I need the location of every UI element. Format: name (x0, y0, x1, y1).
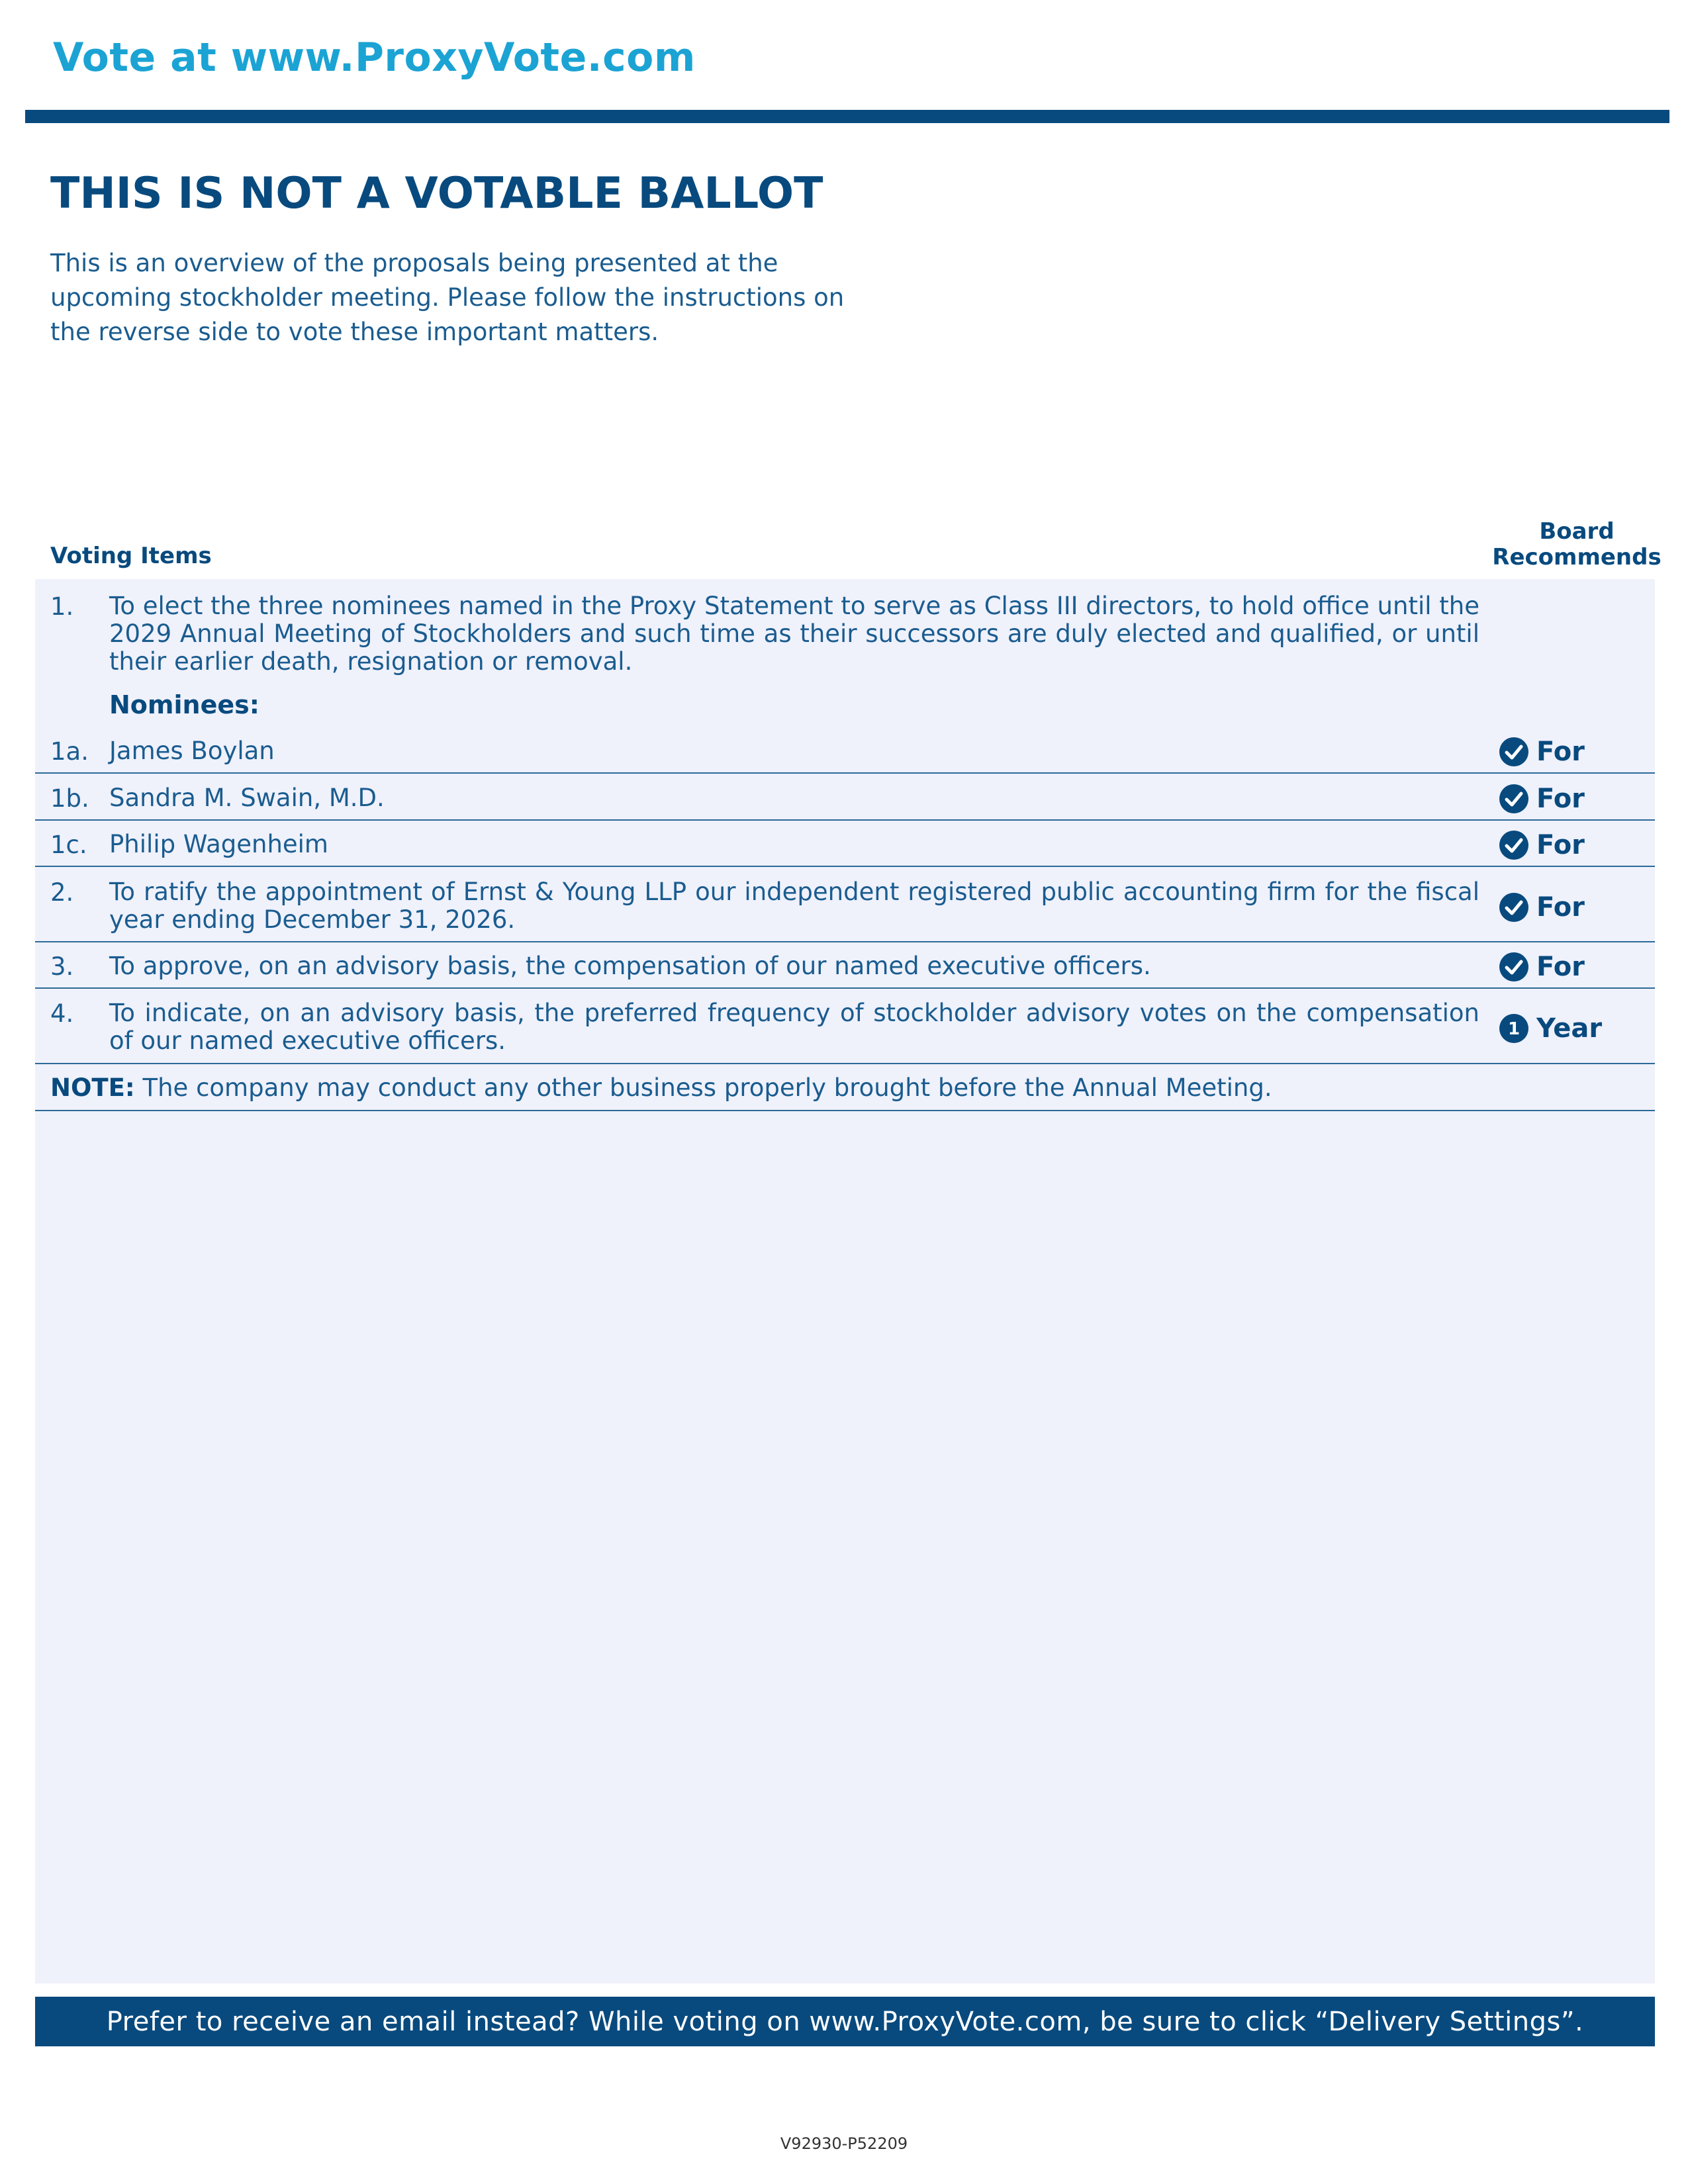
check-circle-icon (1499, 784, 1528, 813)
board-header-line2: Recommends (1492, 544, 1662, 570)
board-header-line1: Board (1539, 518, 1615, 545)
nominees-label: Nominees: (109, 690, 259, 719)
footer-text: Prefer to receive an email instead? While voting on www.ProxyVote.com, be sure to click “Delivery Settings”. (106, 2006, 1584, 2037)
row-text: To approve, on an advisory basis, the compensation of our named executive officers. (109, 952, 1151, 980)
board-recommendation (1499, 829, 1585, 861)
intro-text: This is an overview of the proposals being presented at the upcoming stockholder meeting. Please follow the instructions on the reverse side to vote these important matters. (50, 249, 845, 346)
note-label: NOTE: (50, 1073, 135, 1102)
check-circle-icon (1499, 737, 1528, 766)
row-number: 4. (50, 999, 74, 1028)
board-recommendation (1499, 891, 1585, 923)
row-number: 2. (50, 878, 74, 907)
recommendation-label: For (1536, 952, 1585, 982)
item-1-text: To elect the three nominees named in the Proxy Statement to serve as Class III directors, to hold office until the 2029 Annual Meeting of Stockholders and such time as their successors are duly elected and qualified, or until their earlier death, resignation or removal. (109, 592, 1479, 676)
board-recommendation (1499, 736, 1585, 768)
icon-number: 1 (1507, 1019, 1521, 1039)
row-text: To indicate, on an advisory basis, the preferred frequency of stockholder advisory votes on the compensation of our named executive officers. (109, 999, 1479, 1055)
recommendation-label: For (1536, 737, 1585, 767)
page-title: THIS IS NOT A VOTABLE BALLOT (50, 169, 823, 218)
number-one-circle-icon (1499, 1014, 1528, 1043)
check-circle-icon (1499, 831, 1528, 860)
row-text: To ratify the appointment of Ernst & Young LLP our independent registered public accounting firm for the fiscal year ending December 31, 2026. (109, 878, 1479, 934)
board-recommendation (1499, 783, 1585, 815)
row-number: 1b. (50, 784, 89, 813)
recommendation-label: Year (1536, 1013, 1603, 1044)
row-number: 1c. (50, 831, 87, 859)
footer-banner (35, 1997, 1655, 2046)
recommendation-label: For (1536, 784, 1585, 814)
board-recommendation (1499, 1013, 1602, 1044)
check-circle-icon (1499, 952, 1528, 981)
board-recommends-header (1492, 519, 1662, 570)
voting-items-header: Voting Items (50, 543, 212, 569)
note (50, 1073, 1272, 1102)
recommendation-label: For (1536, 892, 1585, 923)
row-text: James Boylan (109, 737, 275, 765)
recommendation-label: For (1536, 830, 1585, 860)
board-recommendation (1499, 951, 1585, 983)
proxyvote-link[interactable]: Vote at www.ProxyVote.com (53, 34, 696, 81)
header-rule (25, 110, 1669, 123)
item-1-number: 1. (50, 592, 74, 621)
note-text: The company may conduct any other business properly brought before the Annual Meeting. (134, 1073, 1272, 1102)
row-text: Philip Wagenheim (109, 830, 328, 858)
row-text: Sandra M. Swain, M.D. (109, 784, 385, 812)
row-number: 3. (50, 952, 74, 981)
document-code: V92930-P52209 (780, 2134, 908, 2153)
row-number: 1a. (50, 737, 89, 766)
check-circle-icon (1499, 893, 1528, 922)
